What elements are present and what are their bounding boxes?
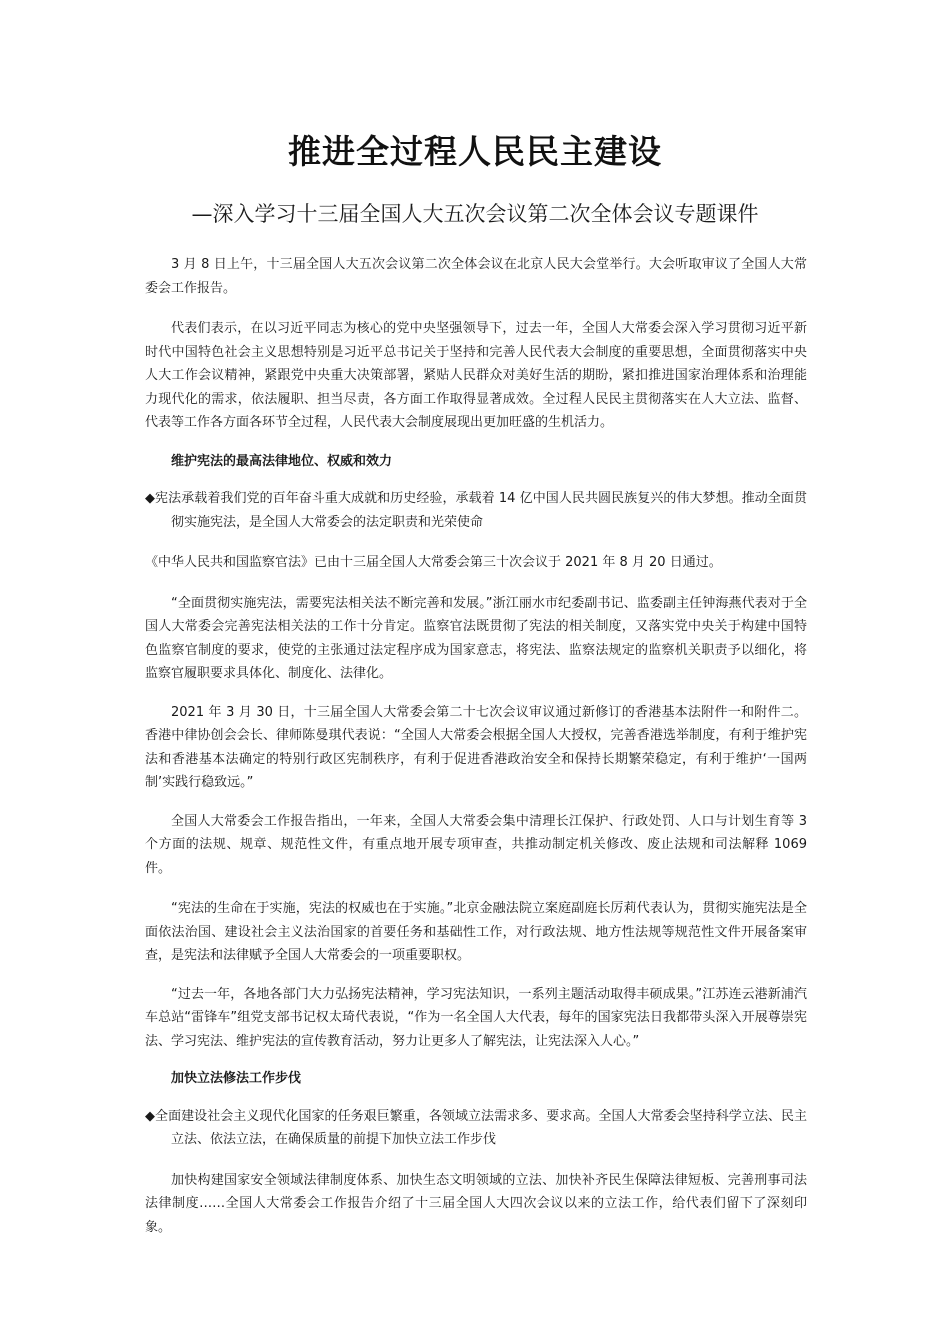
paragraph-intro: 3 月 8 日上午，十三届全国人大五次会议第二次全体会议在北京人民大会堂举行。大会听取审议了全国人大常委会工作报告。 <box>145 257 807 296</box>
paragraph-constitution-lead: ◆宪法承载着我们党的百年奋斗重大成就和历史经验，承载着 14 亿中国人民共圆民族复兴的伟大梦想。推动全面贯彻实施宪法，是全国人大常委会的法定职责和光荣使命 <box>145 491 807 530</box>
paragraph-zhong-haiyan: “全面贯彻实施宪法，需要宪法相关法不断完善和发展。”浙江丽水市纪委副书记、监委副主任钟海燕代表对于全国人大常委会完善宪法相关法的工作十分肯定。监察官法既贯彻了宪法的相关制度，又落实党中央关于构建中国特色监察官制度的要求，使党的主张通过法定程序成为国家意志，将宪法、监察法规定的监察机关职责予以细化，将监察官履职要求具体化、制度化、法律化。 <box>145 595 807 681</box>
document-body <box>145 253 807 1239</box>
paragraph-legislation-work: 加快构建国家安全领域法律制度体系、加快生态文明领域的立法、加快补齐民生保障法律短板、完善刑事司法法律制度……全国人大常委会工作报告介绍了十三届全国人大四次会议以来的立法工作，给代表们留下了深刻印象。 <box>145 1172 807 1235</box>
document-subtitle: —深入学习十三届全国人大五次会议第二次全体会议专题课件 <box>191 202 759 226</box>
paragraph-hong-kong: 2021 年 3 月 30 日，十三届全国人大常委会第二十七次会议审议通过新修订的香港基本法附件一和附件二。香港中律协创会会长、律师陈曼琪代表说：“全国人大常委会根据全国人大授权，完善香港选举制度，有利于维护宪法和香港基本法确定的特别行政区宪制秩序，有利于促进香港政治安全和保持长期繁荣稳定，有利于维护‘一国两制’实践行稳致远。” <box>145 704 807 790</box>
paragraph-supervisor-law: 《中华人民共和国监察官法》已由十三届全国人大常委会第三十次会议于 2021 年 8 月 20 日通过。 <box>145 555 722 570</box>
paragraph-representatives: 代表们表示，在以习近平同志为核心的党中央坚强领导下，过去一年，全国人大常委会深入学习贯彻习近平新时代中国特色社会主义思想特别是习近平总书记关于坚持和完善人民代表大会制度的重要思想，全面贯彻落实中央人大工作会议精神，紧跟党中央重大决策部署，紧贴人民群众对美好生活的期盼，紧扣推进国家治理体系和治理能力现代化的需求，依法履职、担当尽责，各方面工作取得显著成效。全过程人民民主贯彻落实在人大立法、监督、代表等工作各方面各环节全过程，人民代表大会制度展现出更加旺盛的生机活力。 <box>145 321 807 430</box>
paragraph-legislation-lead: ◆全面建设社会主义现代化国家的任务艰巨繁重，各领域立法需求多、要求高。全国人大常委会坚持科学立法、民主立法、依法立法，在确保质量的前提下加快立法工作步伐 <box>145 1108 807 1147</box>
document-title: 推进全过程人民民主建设 <box>288 132 662 171</box>
paragraph-review: 全国人大常委会工作报告指出，一年来，全国人大常委会集中清理长江保护、行政处罚、人口与计划生育等 3 个方面的法规、规章、规范性文件，有重点地开展专项审查，共推动制定机关修改、废止法规和司法解释 1069 件。 <box>145 813 807 876</box>
paragraph-quan-taiqi: “过去一年，各地各部门大力弘扬宪法精神，学习宪法知识，一系列主题活动取得丰硕成果。”江苏连云港新浦汽车总站“雷锋车”组党支部书记权太琦代表说，“作为一名全国人大代表，每年的国家宪法日我都带头深入开展尊崇宪法、学习宪法、维护宪法的宣传教育活动，努力让更多人了解宪法，让宪法深入人心。” <box>145 986 807 1049</box>
section-heading-constitution: 维护宪法的最高法律地位、权威和效力 <box>171 453 393 469</box>
section-heading-legislation: 加快立法修法工作步伐 <box>171 1071 302 1086</box>
paragraph-li-li: “宪法的生命在于实施，宪法的权威也在于实施。”北京金融法院立案庭副庭长厉莉代表认为，贯彻实施宪法是全面依法治国、建设社会主义法治国家的首要任务和基础性工作，对行政法规、地方性法规等规范性文件开展备案审查，是宪法和法律赋予全国人大常委会的一项重要职权。 <box>145 901 807 963</box>
